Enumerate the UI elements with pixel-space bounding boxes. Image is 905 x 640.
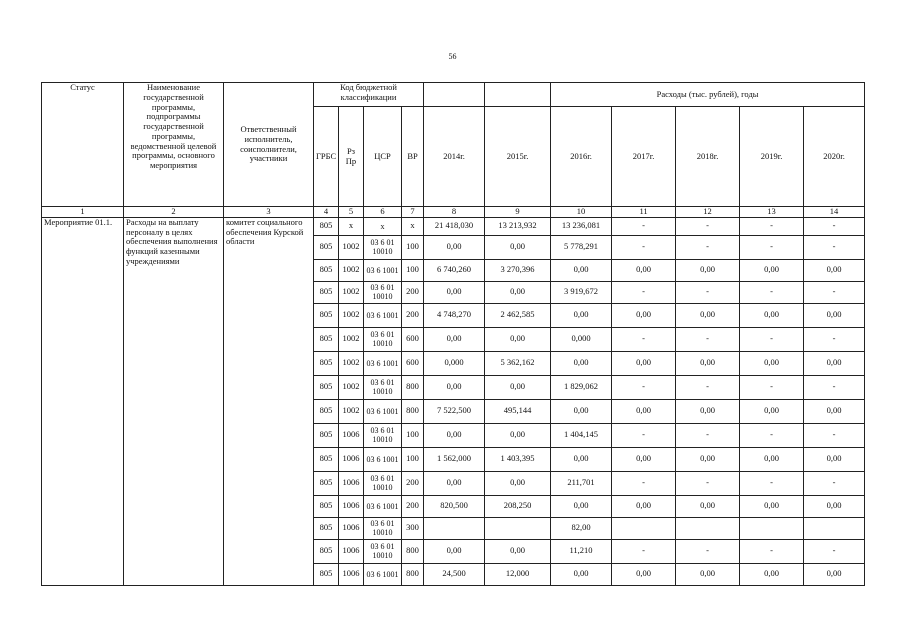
amount-cell: 0,00 bbox=[740, 447, 804, 471]
grbs-cell: 805 bbox=[314, 539, 339, 563]
amount-cell: - bbox=[740, 235, 804, 259]
amount-cell: 5 362,162 bbox=[485, 351, 551, 375]
amount-cell: 1 829,062 bbox=[551, 375, 612, 399]
amount-cell: 13 236,081 bbox=[551, 217, 612, 235]
amount-cell: 208,250 bbox=[485, 495, 551, 517]
csr-cell: 03 6 1001 bbox=[364, 303, 402, 327]
column-number: 8 bbox=[424, 207, 485, 218]
rzpr-cell: 1002 bbox=[339, 303, 364, 327]
amount-cell: 0,00 bbox=[485, 539, 551, 563]
csr-cell: 03 6 01 10010 bbox=[364, 235, 402, 259]
amount-cell: 0,00 bbox=[676, 563, 740, 585]
amount-cell: 0,00 bbox=[485, 281, 551, 303]
grbs-cell: 805 bbox=[314, 375, 339, 399]
grbs-cell: 805 bbox=[314, 423, 339, 447]
amount-cell: 24,500 bbox=[424, 563, 485, 585]
grbs-cell: 805 bbox=[314, 259, 339, 281]
amount-cell: 0,00 bbox=[612, 351, 676, 375]
amount-cell: 5 778,291 bbox=[551, 235, 612, 259]
grbs-cell: 805 bbox=[314, 327, 339, 351]
amount-cell: - bbox=[676, 235, 740, 259]
amount-cell: - bbox=[676, 539, 740, 563]
vr-cell: 100 bbox=[402, 447, 424, 471]
csr-cell: 03 6 01 10010 bbox=[364, 281, 402, 303]
amount-cell: 6 740,260 bbox=[424, 259, 485, 281]
amount-cell: 0,00 bbox=[612, 303, 676, 327]
csr-cell: 03 6 1001 bbox=[364, 563, 402, 585]
amount-cell bbox=[676, 517, 740, 539]
budget-table bbox=[41, 82, 865, 586]
amount-cell: 13 213,932 bbox=[485, 217, 551, 235]
status-cell: Мероприятие 01.1. bbox=[42, 217, 124, 585]
amount-cell: - bbox=[804, 471, 865, 495]
amount-cell: 0,00 bbox=[740, 563, 804, 585]
rzpr-cell: 1002 bbox=[339, 281, 364, 303]
rzpr-cell: 1006 bbox=[339, 423, 364, 447]
grbs-cell: 805 bbox=[314, 447, 339, 471]
amount-cell bbox=[740, 517, 804, 539]
amount-cell: 82,00 bbox=[551, 517, 612, 539]
amount-cell: - bbox=[612, 235, 676, 259]
rzpr-cell: 1002 bbox=[339, 399, 364, 423]
rzpr-cell: 1002 bbox=[339, 259, 364, 281]
vr-cell: 200 bbox=[402, 471, 424, 495]
column-number: 10 bbox=[551, 207, 612, 218]
amount-cell: 0,00 bbox=[551, 399, 612, 423]
csr-cell: 03 6 1001 bbox=[364, 399, 402, 423]
vr-cell: 800 bbox=[402, 399, 424, 423]
amount-cell: - bbox=[612, 375, 676, 399]
header-csr: ЦСР bbox=[364, 107, 402, 207]
amount-cell: 0,00 bbox=[612, 563, 676, 585]
column-number: 7 bbox=[402, 207, 424, 218]
amount-cell: - bbox=[740, 539, 804, 563]
amount-cell: - bbox=[612, 539, 676, 563]
amount-cell bbox=[612, 517, 676, 539]
amount-cell: 1 403,395 bbox=[485, 447, 551, 471]
vr-cell: 100 bbox=[402, 423, 424, 447]
amount-cell: 0,00 bbox=[676, 303, 740, 327]
vr-cell: 600 bbox=[402, 327, 424, 351]
amount-cell: 1 404,145 bbox=[551, 423, 612, 447]
grbs-cell: 805 bbox=[314, 495, 339, 517]
column-number: 2 bbox=[124, 207, 224, 218]
header-year: 2018г. bbox=[676, 107, 740, 207]
amount-cell: 0,00 bbox=[551, 563, 612, 585]
amount-cell: - bbox=[740, 327, 804, 351]
amount-cell: 0,00 bbox=[551, 303, 612, 327]
rzpr-cell: х bbox=[339, 217, 364, 235]
amount-cell: 0,00 bbox=[424, 423, 485, 447]
vr-cell: х bbox=[402, 217, 424, 235]
column-number: 11 bbox=[612, 207, 676, 218]
amount-cell: 0,00 bbox=[740, 495, 804, 517]
grbs-cell: 805 bbox=[314, 303, 339, 327]
amount-cell: 0,00 bbox=[804, 399, 865, 423]
csr-cell: 03 6 01 10010 bbox=[364, 471, 402, 495]
amount-cell: - bbox=[804, 235, 865, 259]
amount-cell: - bbox=[804, 217, 865, 235]
header-year: 2017г. bbox=[612, 107, 676, 207]
amount-cell: 0,00 bbox=[676, 399, 740, 423]
csr-cell: 03 6 01 10010 bbox=[364, 539, 402, 563]
vr-cell: 300 bbox=[402, 517, 424, 539]
header-status: Статус bbox=[42, 83, 124, 207]
grbs-cell: 805 bbox=[314, 517, 339, 539]
rzpr-cell: 1002 bbox=[339, 235, 364, 259]
grbs-cell: 805 bbox=[314, 351, 339, 375]
amount-cell: - bbox=[740, 471, 804, 495]
rzpr-cell: 1002 bbox=[339, 351, 364, 375]
table-row bbox=[42, 217, 865, 235]
amount-cell: - bbox=[804, 281, 865, 303]
amount-cell: 3 919,672 bbox=[551, 281, 612, 303]
amount-cell: 0,00 bbox=[424, 471, 485, 495]
amount-cell: 0,00 bbox=[804, 447, 865, 471]
amount-cell: 0,00 bbox=[612, 259, 676, 281]
amount-cell: 0,00 bbox=[424, 327, 485, 351]
amount-cell: 0,00 bbox=[740, 399, 804, 423]
grbs-cell: 805 bbox=[314, 563, 339, 585]
amount-cell: 11,210 bbox=[551, 539, 612, 563]
amount-cell: - bbox=[676, 217, 740, 235]
amount-cell: 495,144 bbox=[485, 399, 551, 423]
amount-cell: 0,00 bbox=[676, 259, 740, 281]
header-expenses: Расходы (тыс. рублей), годы bbox=[551, 83, 865, 107]
amount-cell: 0,00 bbox=[676, 447, 740, 471]
rzpr-cell: 1006 bbox=[339, 471, 364, 495]
header-year: 2015г. bbox=[485, 107, 551, 207]
amount-cell: - bbox=[612, 327, 676, 351]
amount-cell: 0,00 bbox=[551, 351, 612, 375]
amount-cell: 0,00 bbox=[612, 495, 676, 517]
amount-cell: 1 562,000 bbox=[424, 447, 485, 471]
rzpr-cell: 1002 bbox=[339, 327, 364, 351]
amount-cell bbox=[424, 517, 485, 539]
amount-cell: 0,00 bbox=[485, 327, 551, 351]
amount-cell: - bbox=[804, 539, 865, 563]
amount-cell: 0,00 bbox=[740, 303, 804, 327]
header-rzpr: Рз Пр bbox=[339, 107, 364, 207]
header-grbs: ГРБС bbox=[314, 107, 339, 207]
amount-cell: 0,00 bbox=[485, 423, 551, 447]
csr-cell: 03 6 1001 bbox=[364, 495, 402, 517]
column-number: 14 bbox=[804, 207, 865, 218]
header-budget-code: Код бюджетной классификации bbox=[314, 83, 424, 107]
amount-cell: 12,000 bbox=[485, 563, 551, 585]
column-number: 5 bbox=[339, 207, 364, 218]
amount-cell: 0,00 bbox=[551, 495, 612, 517]
csr-cell: 03 6 01 10010 bbox=[364, 375, 402, 399]
amount-cell: - bbox=[676, 471, 740, 495]
vr-cell: 800 bbox=[402, 375, 424, 399]
csr-cell: х bbox=[364, 217, 402, 235]
amount-cell: 0,00 bbox=[485, 375, 551, 399]
amount-cell: 0,00 bbox=[424, 375, 485, 399]
amount-cell: 0,00 bbox=[676, 351, 740, 375]
responsible-cell: комитет социального обеспечения Курской области bbox=[224, 217, 314, 585]
vr-cell: 100 bbox=[402, 259, 424, 281]
amount-cell: 0,00 bbox=[804, 259, 865, 281]
grbs-cell: 805 bbox=[314, 399, 339, 423]
vr-cell: 600 bbox=[402, 351, 424, 375]
amount-cell: - bbox=[612, 217, 676, 235]
csr-cell: 03 6 01 10010 bbox=[364, 423, 402, 447]
amount-cell: - bbox=[676, 423, 740, 447]
column-number: 12 bbox=[676, 207, 740, 218]
column-number: 6 bbox=[364, 207, 402, 218]
amount-cell: 7 522,500 bbox=[424, 399, 485, 423]
amount-cell: 0,00 bbox=[424, 539, 485, 563]
csr-cell: 03 6 1001 bbox=[364, 447, 402, 471]
amount-cell: - bbox=[804, 423, 865, 447]
name-cell: Расходы на выплату персоналу в целях обеспечения выполнения функций казенными учреждениями bbox=[124, 217, 224, 585]
grbs-cell: 805 bbox=[314, 217, 339, 235]
amount-cell: - bbox=[612, 471, 676, 495]
amount-cell: 0,00 bbox=[804, 563, 865, 585]
amount-cell: - bbox=[740, 281, 804, 303]
amount-cell: 0,000 bbox=[424, 351, 485, 375]
amount-cell: - bbox=[740, 217, 804, 235]
header-year: 2020г. bbox=[804, 107, 865, 207]
vr-cell: 800 bbox=[402, 539, 424, 563]
amount-cell: 4 748,270 bbox=[424, 303, 485, 327]
amount-cell: - bbox=[676, 281, 740, 303]
amount-cell: - bbox=[740, 375, 804, 399]
csr-cell: 03 6 1001 bbox=[364, 259, 402, 281]
vr-cell: 200 bbox=[402, 303, 424, 327]
rzpr-cell: 1006 bbox=[339, 517, 364, 539]
amount-cell: 0,00 bbox=[612, 399, 676, 423]
header-responsible: Ответственный исполнитель, соисполнители, участники bbox=[224, 83, 314, 207]
rzpr-cell: 1006 bbox=[339, 447, 364, 471]
amount-cell: 0,00 bbox=[424, 235, 485, 259]
amount-cell: 0,00 bbox=[804, 303, 865, 327]
amount-cell: 21 418,030 bbox=[424, 217, 485, 235]
amount-cell bbox=[485, 517, 551, 539]
amount-cell: 0,00 bbox=[424, 281, 485, 303]
amount-cell: - bbox=[676, 327, 740, 351]
column-number: 1 bbox=[42, 207, 124, 218]
amount-cell: 0,00 bbox=[676, 495, 740, 517]
header-name: Наименование государственной программы, подпрограммы государственной программы, ведомственной целевой программы, основного мероприятия bbox=[124, 83, 224, 207]
amount-cell: - bbox=[740, 423, 804, 447]
amount-cell: - bbox=[804, 327, 865, 351]
csr-cell: 03 6 01 10010 bbox=[364, 327, 402, 351]
csr-cell: 03 6 01 10010 bbox=[364, 517, 402, 539]
header-year: 2014г. bbox=[424, 107, 485, 207]
amount-cell bbox=[804, 517, 865, 539]
amount-cell: - bbox=[676, 375, 740, 399]
column-number: 9 bbox=[485, 207, 551, 218]
column-numbers-row bbox=[42, 207, 865, 218]
amount-cell: - bbox=[804, 375, 865, 399]
amount-cell: 0,00 bbox=[740, 351, 804, 375]
vr-cell: 100 bbox=[402, 235, 424, 259]
grbs-cell: 805 bbox=[314, 281, 339, 303]
amount-cell: 0,00 bbox=[551, 259, 612, 281]
rzpr-cell: 1006 bbox=[339, 495, 364, 517]
amount-cell: 2 462,585 bbox=[485, 303, 551, 327]
amount-cell: - bbox=[612, 423, 676, 447]
csr-cell: 03 6 1001 bbox=[364, 351, 402, 375]
vr-cell: 200 bbox=[402, 495, 424, 517]
amount-cell: 0,000 bbox=[551, 327, 612, 351]
amount-cell: 0,00 bbox=[804, 351, 865, 375]
column-number: 4 bbox=[314, 207, 339, 218]
amount-cell: 0,00 bbox=[551, 447, 612, 471]
header-vr: ВР bbox=[402, 107, 424, 207]
amount-cell: 0,00 bbox=[804, 495, 865, 517]
amount-cell: 211,701 bbox=[551, 471, 612, 495]
column-number: 13 bbox=[740, 207, 804, 218]
vr-cell: 200 bbox=[402, 281, 424, 303]
amount-cell: 3 270,396 bbox=[485, 259, 551, 281]
grbs-cell: 805 bbox=[314, 235, 339, 259]
column-number: 3 bbox=[224, 207, 314, 218]
amount-cell: - bbox=[612, 281, 676, 303]
vr-cell: 800 bbox=[402, 563, 424, 585]
amount-cell: 820,500 bbox=[424, 495, 485, 517]
header-year: 2016г. bbox=[551, 107, 612, 207]
amount-cell: 0,00 bbox=[740, 259, 804, 281]
amount-cell: 0,00 bbox=[485, 471, 551, 495]
grbs-cell: 805 bbox=[314, 471, 339, 495]
rzpr-cell: 1006 bbox=[339, 563, 364, 585]
page-number: 56 bbox=[448, 52, 457, 61]
amount-cell: 0,00 bbox=[485, 235, 551, 259]
rzpr-cell: 1002 bbox=[339, 375, 364, 399]
rzpr-cell: 1006 bbox=[339, 539, 364, 563]
amount-cell: 0,00 bbox=[612, 447, 676, 471]
header-year: 2019г. bbox=[740, 107, 804, 207]
